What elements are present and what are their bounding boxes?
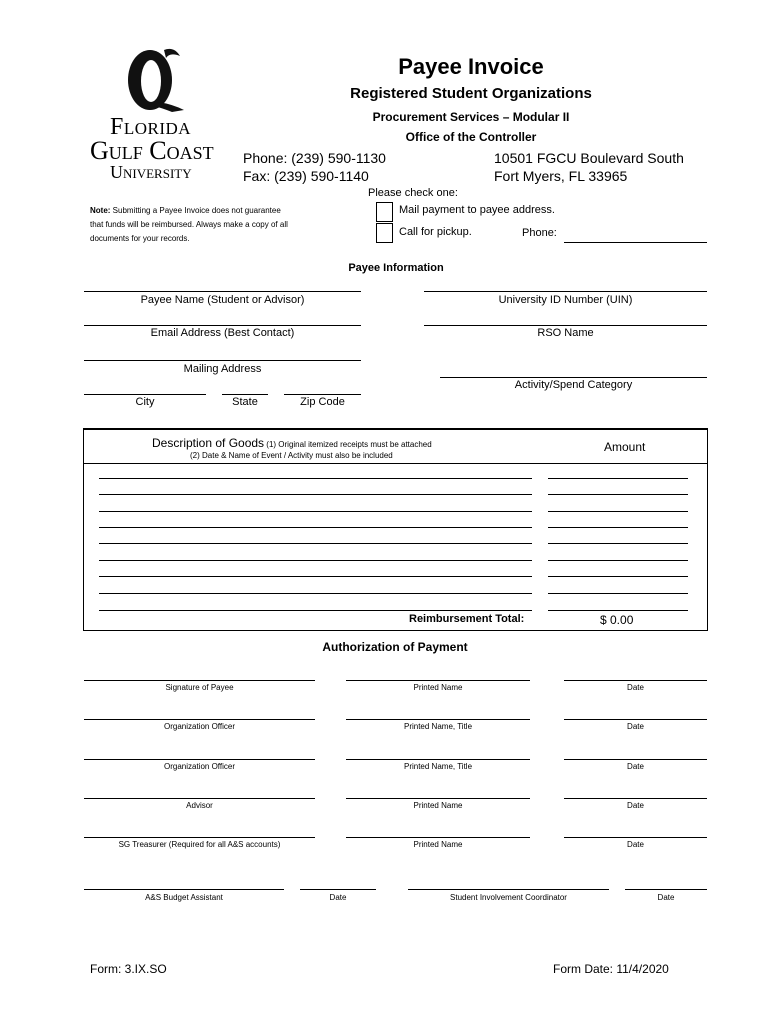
- mail-payment-label: Mail payment to payee address.: [399, 204, 555, 216]
- department-name: Procurement Services – Modular II: [372, 110, 570, 124]
- city-label: City: [135, 396, 155, 408]
- note-label: Note:: [90, 206, 111, 215]
- pickup-phone-field[interactable]: [564, 242, 707, 243]
- rso-name-field[interactable]: [424, 325, 707, 326]
- goods-amount-line[interactable]: [548, 527, 688, 528]
- coordinator-date-field[interactable]: [625, 889, 707, 890]
- auth-date-field[interactable]: [564, 798, 707, 799]
- goods-amount-line[interactable]: [548, 478, 688, 479]
- pickup-phone-label: Phone:: [522, 227, 557, 239]
- auth-date-label: Date: [627, 683, 644, 692]
- check-one-label: Please check one:: [368, 187, 458, 199]
- goods-amount-line[interactable]: [548, 560, 688, 561]
- auth-date-label: Date: [627, 762, 644, 771]
- auth-date-field[interactable]: [564, 759, 707, 760]
- reimbursement-total-value: $ 0.00: [600, 613, 634, 627]
- zip-field[interactable]: [284, 394, 361, 395]
- mail-payment-checkbox[interactable]: [376, 202, 393, 222]
- page-title: Payee Invoice: [398, 54, 544, 79]
- goods-heading-row: [152, 434, 432, 452]
- logo-line-university: University: [110, 162, 192, 182]
- reimbursement-total-label: Reimbursement Total:: [409, 613, 525, 625]
- mailing-address-label: Mailing Address: [183, 363, 262, 375]
- coordinator-date-label: Date: [657, 893, 675, 902]
- auth-signer-label: Organization Officer: [164, 762, 235, 771]
- auth-printed-name-label: Printed Name: [413, 801, 463, 810]
- logo-line-florida: Florida: [110, 114, 192, 140]
- goods-note-1: (1) Original itemized receipts must be attached: [264, 440, 432, 449]
- note-text-3: documents for your records.: [90, 234, 190, 243]
- goods-amount-line[interactable]: [548, 494, 688, 495]
- rso-name-label: RSO Name: [537, 327, 594, 339]
- office-name: Office of the Controller: [405, 130, 537, 144]
- address-line-2: Fort Myers, FL 33965: [494, 168, 628, 184]
- auth-date-field[interactable]: [564, 837, 707, 838]
- auth-date-label: Date: [627, 840, 644, 849]
- auth-signer-label: SG Treasurer (Required for all A&S accounts): [118, 840, 281, 849]
- goods-amount-line[interactable]: [548, 543, 688, 544]
- mailing-address-field[interactable]: [84, 360, 361, 361]
- goods-description-line[interactable]: [99, 543, 532, 544]
- authorization-heading: Authorization of Payment: [322, 640, 468, 654]
- goods-amount-line[interactable]: [548, 610, 688, 611]
- goods-description-line[interactable]: [99, 527, 532, 528]
- auth-printed-name-field[interactable]: [346, 759, 530, 760]
- note-text-1: Submitting a Payee Invoice does not guarantee: [110, 206, 281, 215]
- call-pickup-label: Call for pickup.: [399, 226, 472, 238]
- auth-signer-label: Organization Officer: [164, 722, 235, 731]
- auth-signer-field[interactable]: [84, 798, 315, 799]
- auth-printed-name-label: Printed Name, Title: [403, 722, 473, 731]
- goods-heading: Description of Goods: [152, 436, 265, 450]
- auth-printed-name-field[interactable]: [346, 719, 530, 720]
- fgcu-logo: [88, 44, 233, 184]
- amount-heading: Amount: [604, 440, 646, 454]
- auth-printed-name-field[interactable]: [346, 680, 530, 681]
- auth-printed-name-label: Printed Name: [413, 683, 463, 692]
- goods-amount-line[interactable]: [548, 593, 688, 594]
- auth-signer-field[interactable]: [84, 680, 315, 681]
- goods-table: [83, 428, 708, 631]
- auth-signer-field[interactable]: [84, 759, 315, 760]
- goods-description-line[interactable]: [99, 593, 532, 594]
- uin-field[interactable]: [424, 291, 707, 292]
- email-label: Email Address (Best Contact): [150, 327, 295, 339]
- activity-label: Activity/Spend Category: [514, 379, 633, 391]
- note-block: [90, 204, 288, 246]
- payee-name-field[interactable]: [84, 291, 361, 292]
- auth-date-label: Date: [627, 801, 644, 810]
- goods-note-2: (2) Date & Name of Event / Activity must also be included: [190, 451, 393, 460]
- goods-description-line[interactable]: [99, 478, 532, 479]
- auth-printed-name-field[interactable]: [346, 798, 530, 799]
- as-budget-date-label: Date: [329, 893, 347, 902]
- as-budget-assistant-field[interactable]: [84, 889, 284, 890]
- city-field[interactable]: [84, 394, 206, 395]
- coordinator-field[interactable]: [408, 889, 609, 890]
- contact-fax: Fax: (239) 590-1140: [243, 168, 369, 184]
- coordinator-label: Student Involvement Coordinator: [450, 893, 567, 902]
- payee-info-heading: Payee Information: [348, 262, 444, 274]
- goods-description-line[interactable]: [99, 511, 532, 512]
- form-number: Form: 3.IX.SO: [90, 962, 167, 976]
- zip-label: Zip Code: [300, 396, 345, 408]
- uin-label: University ID Number (UIN): [498, 294, 633, 306]
- goods-description-line[interactable]: [99, 494, 532, 495]
- auth-signer-label: Signature of Payee: [165, 683, 234, 692]
- state-label: State: [232, 396, 258, 408]
- auth-printed-name-label: Printed Name: [413, 840, 463, 849]
- call-pickup-checkbox[interactable]: [376, 223, 393, 243]
- auth-signer-label: Advisor: [186, 801, 213, 810]
- payee-name-label: Payee Name (Student or Advisor): [140, 294, 305, 306]
- auth-date-field[interactable]: [564, 680, 707, 681]
- auth-printed-name-field[interactable]: [346, 837, 530, 838]
- auth-signer-field[interactable]: [84, 837, 315, 838]
- state-field[interactable]: [222, 394, 268, 395]
- auth-date-field[interactable]: [564, 719, 707, 720]
- osprey-q-emblem-icon: [88, 44, 233, 114]
- activity-field[interactable]: [440, 377, 707, 378]
- goods-amount-line[interactable]: [548, 576, 688, 577]
- email-field[interactable]: [84, 325, 361, 326]
- auth-date-label: Date: [627, 722, 644, 731]
- as-budget-date-field[interactable]: [300, 889, 376, 890]
- goods-description-line[interactable]: [99, 576, 532, 577]
- goods-amount-line[interactable]: [548, 511, 688, 512]
- as-budget-assistant-label: A&S Budget Assistant: [145, 893, 223, 902]
- contact-phone: Phone: (239) 590-1130: [243, 150, 386, 166]
- auth-signer-field[interactable]: [84, 719, 315, 720]
- logo-line-gulf-coast: Gulf Coast: [90, 136, 214, 165]
- goods-description-line[interactable]: [99, 560, 532, 561]
- goods-description-line[interactable]: [99, 610, 532, 611]
- page-subtitle: Registered Student Organizations: [350, 85, 592, 102]
- form-date: Form Date: 11/4/2020: [553, 962, 669, 976]
- note-text-2: that funds will be reimbursed. Always make a copy of all: [90, 220, 288, 229]
- address-line-1: 10501 FGCU Boulevard South: [494, 150, 684, 166]
- auth-printed-name-label: Printed Name, Title: [403, 762, 473, 771]
